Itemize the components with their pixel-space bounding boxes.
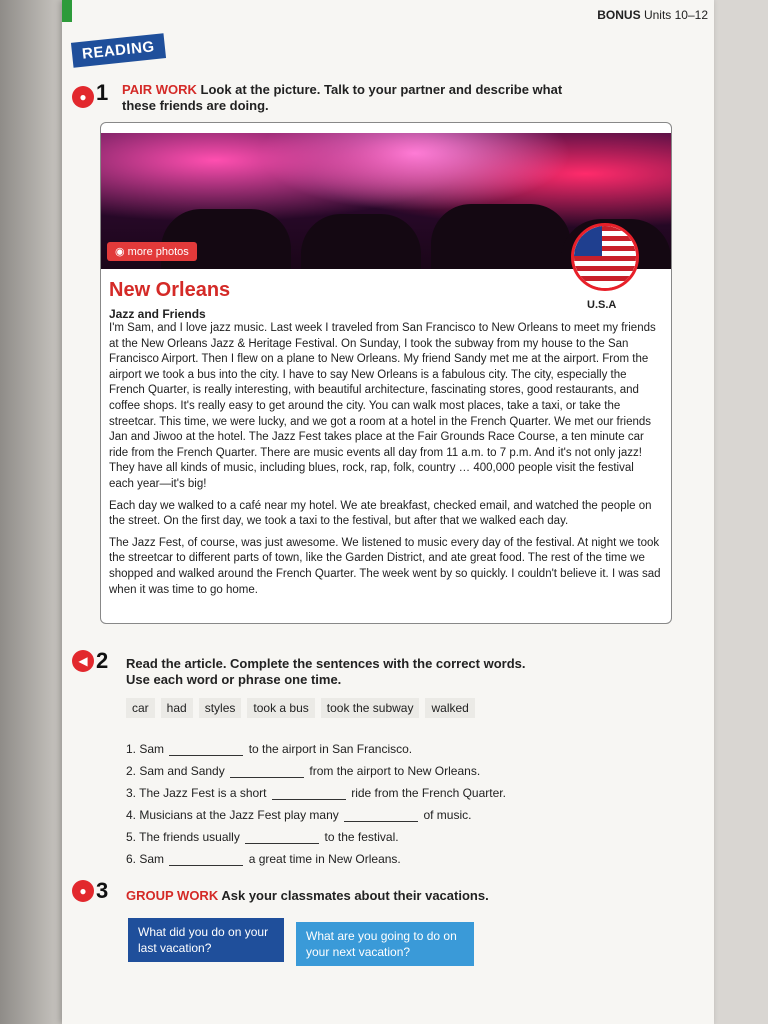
sentence-start: 2. Sam and Sandy: [126, 764, 225, 778]
sentence-start: 3. The Jazz Fest is a short: [126, 786, 267, 800]
sentence-start: 4. Musicians at the Jazz Fest play many: [126, 808, 339, 822]
header-bonus: BONUS: [597, 8, 641, 22]
answer-blank[interactable]: [272, 799, 346, 800]
word-bank-item: took the subway: [321, 698, 420, 718]
more-photos-button[interactable]: [107, 242, 197, 261]
paragraph: Each day we walked to a café near my hotel. We ate breakfast, checked email, and watched the people on the street. On the first day, we took a taxi to the festival, but after that we walked each day.: [109, 499, 652, 528]
sentence-end: of music.: [423, 808, 472, 822]
answer-blank[interactable]: [169, 865, 243, 866]
sentence-start: 5. The friends usually: [126, 830, 240, 844]
country-label: U.S.A: [587, 299, 617, 311]
sentence-item: [126, 804, 506, 826]
book-gutter: [0, 0, 62, 1024]
exercise-1-text: Look at the picture. Talk to your partner and describe what these friends are doing.: [122, 82, 563, 113]
exercise-3-number: 3: [96, 878, 109, 903]
page-header: [597, 8, 708, 22]
usa-flag-icon: [571, 223, 639, 291]
sentence-end: from the airport to New Orleans.: [309, 764, 481, 778]
word-bank-item: took a bus: [247, 698, 314, 718]
instruction-line: Use each word or phrase one time.: [126, 672, 342, 687]
answer-blank[interactable]: [245, 843, 319, 844]
section-label: READING: [71, 33, 166, 68]
sentence-list: [126, 738, 506, 870]
article-body: [109, 321, 661, 604]
exercise-1-number: 1: [96, 80, 109, 105]
sentence-item: [126, 760, 506, 782]
sentence-end: ride from the French Quarter.: [351, 786, 506, 800]
answer-blank[interactable]: [344, 821, 418, 822]
sentence-end: a great time in New Orleans.: [248, 852, 401, 866]
speech-bubble-past: What did you do on your last vacation?: [128, 918, 284, 962]
article-subtitle: Jazz and Friends: [109, 307, 206, 321]
sentence-item: [126, 782, 506, 804]
paragraph: I'm Sam, and I love jazz music. Last week I traveled from San Francisco to New Orleans to meet my friends at the New Orleans Jazz & Heritage Festival. On Sunday, I took the subway from my house to the San Francisco Airport. Then I flew on a plane to New Orleans. My friend Sandy met me at the airport. From the airport we took a bus into the city. I have to say New Orleans is a fabulous city. The city, especially the French Quarter, is really interesting, with beautiful architecture, fascinating stores, good restaurants, and coffee shops. It's really easy to get around the city. You can walk most places, take a taxi, or take the streetcar. This time, we were lucky, and we got a room at a hotel in the French Quarter. We met our friends Jan and Jiwoo at the hotel. The Jazz Fest takes place at the Fair Grounds Race Course, a ten minute car ride from the French Quarter. There are music events all day from 11 a.m. to 7 p.m. And it's not only jazz! They have all kinds of music, including blues, rock, rap, folk, country … 400,000 people visit the festival each year—it's big!: [109, 322, 656, 490]
paragraph: The Jazz Fest, of course, was just awesome. We listened to music every day of the festival. At night we took the streetcar to different parts of town, like the Garden District, and ate great food. The rest of the time we shopped and walked around the French Quarter. The week went by so quickly. I couldn't believe it. I was sad when it was time to go home.: [109, 536, 661, 596]
audio-icon[interactable]: ◀: [72, 650, 94, 672]
camera-icon: ◉: [115, 246, 128, 258]
page-edge-tab: [62, 0, 72, 22]
sentence-start: 1. Sam: [126, 742, 165, 756]
answer-blank[interactable]: [230, 777, 304, 778]
sentence-item: [126, 826, 506, 848]
instruction-line: Read the article. Complete the sentences with the correct words.: [126, 656, 526, 671]
article-title: New Orleans: [109, 279, 231, 301]
exercise-3-text: Ask your classmates about their vacations.: [221, 888, 489, 903]
exercise-1-instruction: [122, 82, 572, 114]
article-card: [100, 122, 672, 624]
answer-blank[interactable]: [169, 755, 243, 756]
speaking-icon: ●: [72, 86, 94, 108]
word-bank-item: had: [161, 698, 193, 718]
word-bank-item: styles: [199, 698, 242, 718]
exercise-2-number: 2: [96, 648, 109, 673]
sentence-start: 6. Sam: [126, 852, 165, 866]
exercise-1-label: PAIR WORK: [122, 82, 197, 97]
more-photos-label: more photos: [127, 246, 189, 258]
word-bank: [126, 698, 475, 718]
exercise-3-instruction: [126, 888, 576, 904]
word-bank-item: car: [126, 698, 155, 718]
word-bank-item: walked: [425, 698, 474, 718]
sentence-item: [126, 848, 506, 870]
exercise-2-instruction: [126, 656, 606, 688]
sentence-end: to the airport in San Francisco.: [248, 742, 413, 756]
sentence-end: to the festival.: [324, 830, 399, 844]
speech-bubble-future: What are you going to do on your next vacation?: [296, 922, 474, 966]
speaking-icon: ●: [72, 880, 94, 902]
exercise-3-label: GROUP WORK: [126, 888, 219, 903]
sentence-item: [126, 738, 506, 760]
header-units: Units 10–12: [643, 8, 708, 22]
